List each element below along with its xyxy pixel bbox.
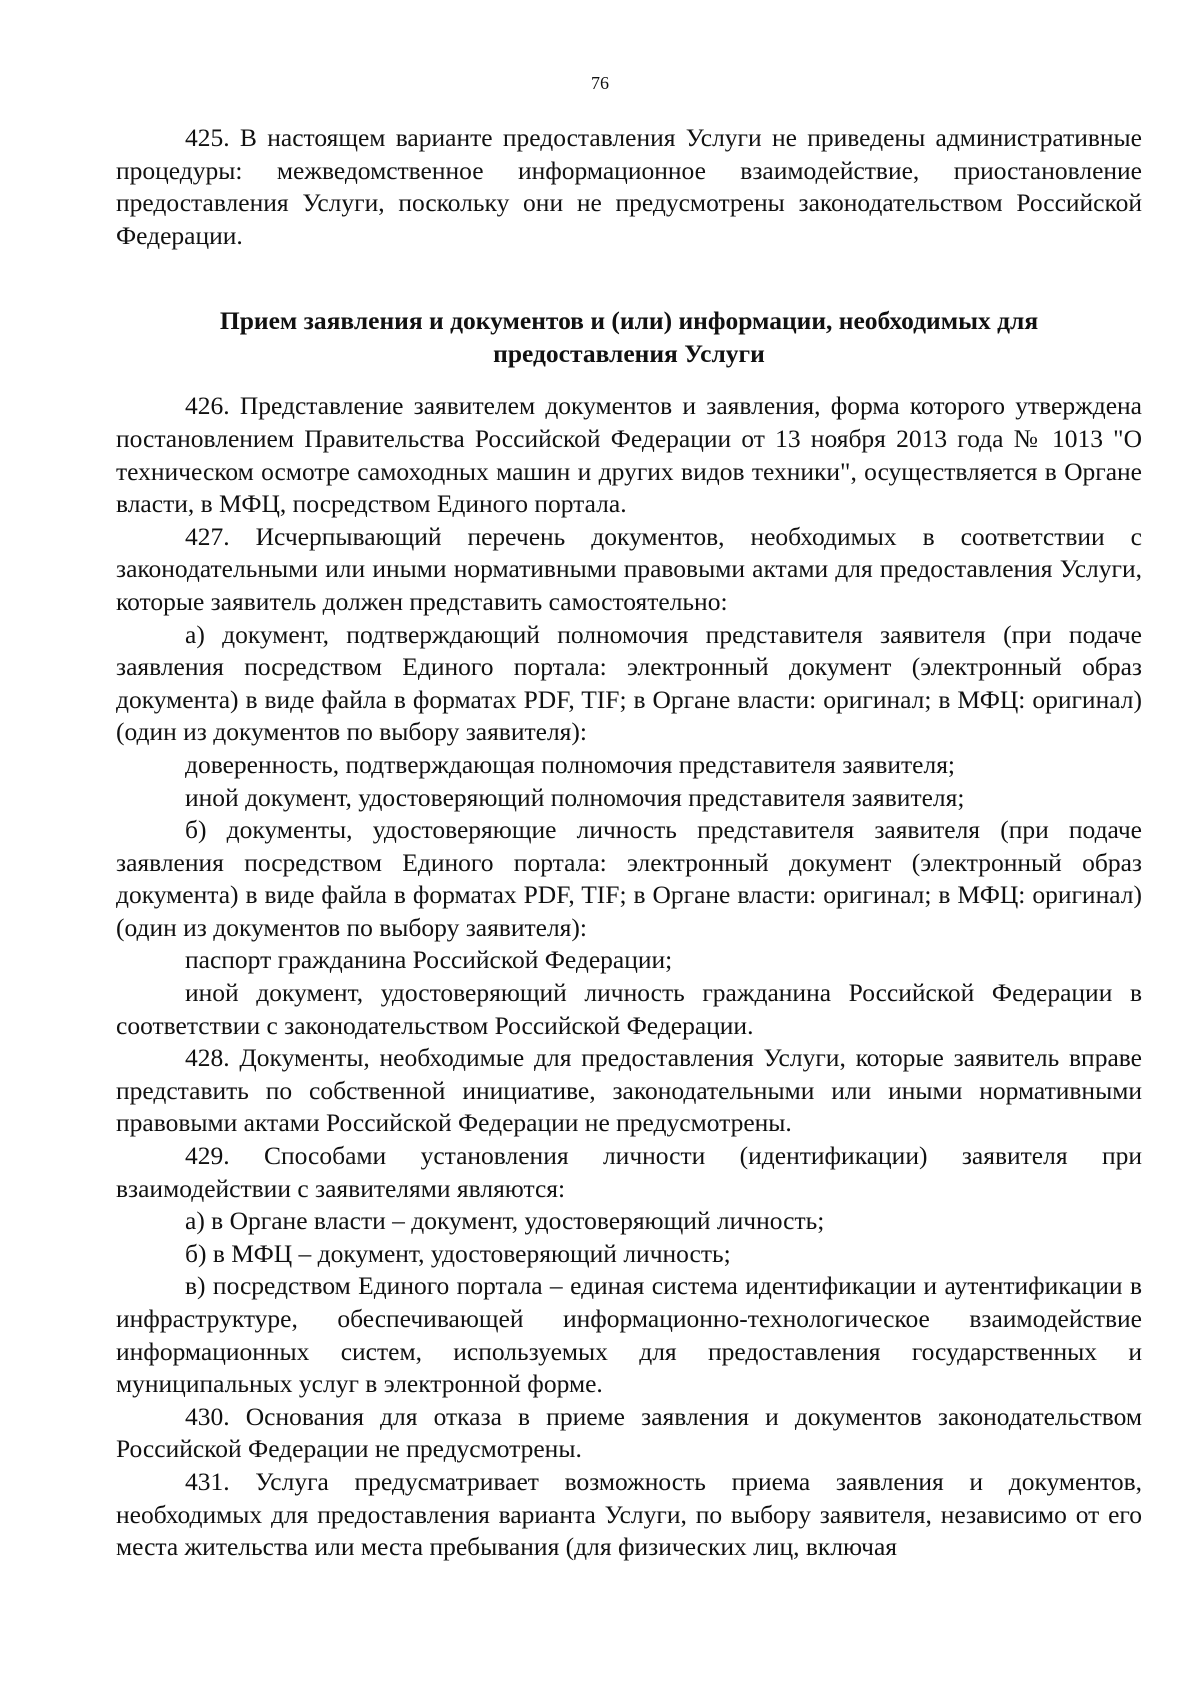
paragraph-426: 426. Представление заявителем документов и заявления, форма которого утверждена постановлением Правительства Российской Федерации от 13 ноября 2013 года № 1013 "О техническом осмотре самоходных машин и других видов техники", осуществляется в Органе власти, в МФЦ, посредством Единого портала. [116,391,1142,519]
paragraph-428: 428. Документы, необходимые для предоставления Услуги, которые заявитель вправе представить по собственной инициативе, законодательными или иными нормативными правовыми актами Российской Федерации не предусмотрены. [116,1043,1142,1138]
paragraph-427-a-item-2: иной документ, удостоверяющий полномочия представителя заявителя; [185,782,965,812]
paragraph-431: 431. Услуга предусматривает возможность приема заявления и документов, необходимых для предоставления варианта Услуги, по выбору заявителя, независимо от его места жительства или места пребывания (для физических лиц, включая [116,1466,1142,1562]
paragraph-429-a: а) в Органе власти – документ, удостоверяющий личность; [185,1206,825,1236]
section-heading: Прием заявления и документов и (или) информации, необходимых для предоставления Услуги [219,306,1039,369]
paragraph-430: 430. Основания для отказа в приеме заявления и документов законодательством Российской Федерации не предусмотрены. [116,1401,1142,1464]
paragraph-427-a: а) документ, подтверждающий полномочия представителя заявителя (при подаче заявления посредством Единого портала: электронный документ (электронный образ документа) в виде файла в форматах PDF, TIF; в Органе власти: оригинал; в МФЦ: оригинал) (один из документов по выбору заявителя): [116,619,1142,747]
paragraph-427-b-item-1: паспорт гражданина Российской Федерации; [185,945,673,975]
paragraph-429-b: б) в МФЦ – документ, удостоверяющий личность; [185,1238,731,1268]
paragraph-429: 429. Способами установления личности (идентификации) заявителя при взаимодействии с заявителями являются: [116,1141,1142,1203]
paragraph-427: 427. Исчерпывающий перечень документов, необходимых в соответствии с законодательными или иными нормативными правовыми актами для предоставления Услуги, которые заявитель должен представить самостоятельно: [116,521,1142,616]
paragraph-429-c: в) посредством Единого портала – единая система идентификации и аутентификации в инфраструктуре, обеспечивающей информационно-технологическое взаимодействие информационных систем, используемых для предоставления государственных и муниципальных услуг в электронной форме. [116,1271,1142,1399]
paragraph-427-a-item-1: доверенность, подтверждающая полномочия представителя заявителя; [185,749,956,779]
page-number: 76 [591,73,609,93]
paragraph-427-b: б) документы, удостоверяющие личность представителя заявителя (при подаче заявления посредством Единого портала: электронный документ (электронный образ документа) в виде файла в форматах PDF, TIF; в Органе власти: оригинал; в МФЦ: оригинал) (один из документов по выбору заявителя): [116,815,1142,942]
paragraph-427-b-item-2: иной документ, удостоверяющий личность гражданина Российской Федерации в соответствии с законодательством Российской Федерации. [116,978,1142,1040]
paragraph-425: 425. В настоящем варианте предоставления Услуги не приведены административные процедуры: межведомственное информационное взаимодействие, приостановление предоставления Услуги, поскольку они не предусмотрены законодательством Российской Федерации. [116,123,1142,250]
document-body [116,122,1142,1564]
